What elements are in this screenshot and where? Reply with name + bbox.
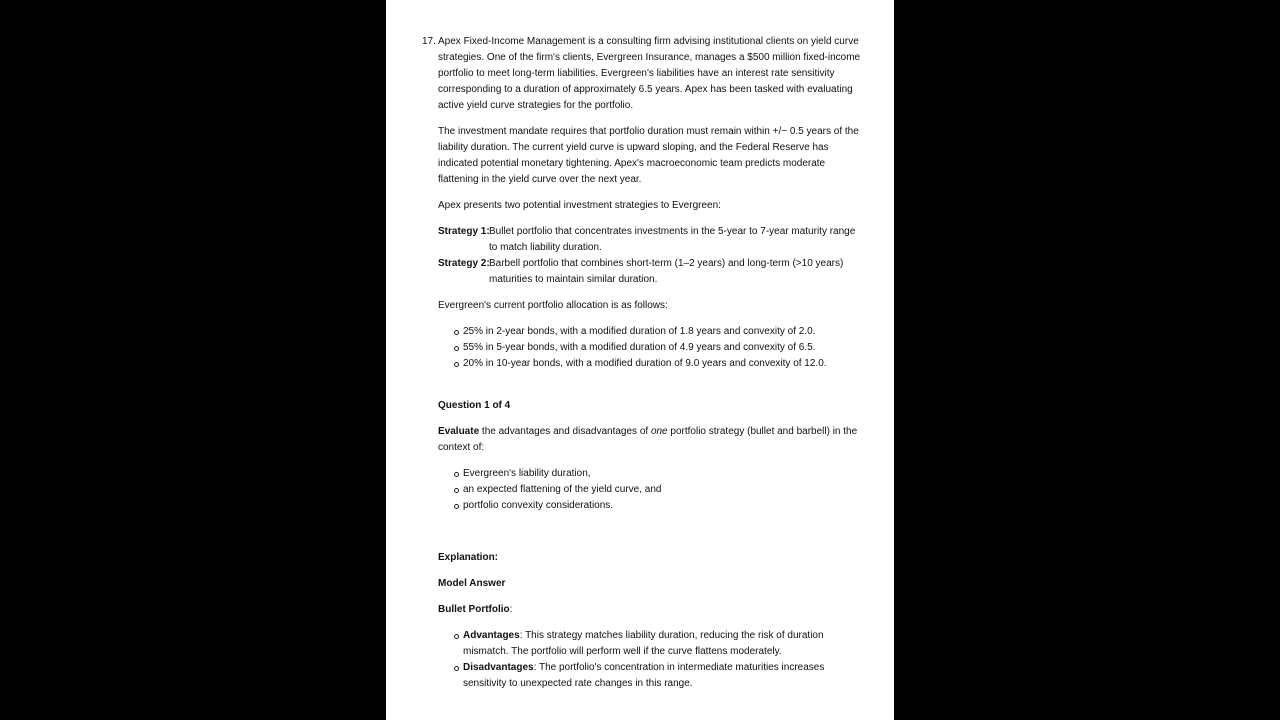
answer-label: Disadvantages bbox=[463, 662, 534, 673]
question-prompt bbox=[438, 424, 862, 456]
answer-label: Advantages bbox=[463, 630, 520, 641]
list-item bbox=[463, 466, 862, 482]
strategy-2 bbox=[438, 256, 862, 288]
intro-text: Apex Fixed-Income Management is a consulting firm advising institutional clients on yield curve strategies. One of the firm's clients, Evergreen Insurance, manages a $500 million fixed-income portfolio to meet long-term liabilities. Evergreen's liabilities have an interest rate sensitivity corresponding to a duration of approximately 6.5 years. Apex has been tasked with evaluating active yield curve strategies for the portfolio. bbox=[438, 36, 861, 111]
bullet-portfolio-label: Bullet Portfolio bbox=[438, 604, 510, 615]
answer-text: : The portfolio's concentration in intermediate maturities increases sensitivity to unexpected rate changes in this range. bbox=[463, 662, 825, 689]
strategy-label: Strategy 1: bbox=[438, 226, 490, 237]
list-item bbox=[463, 324, 862, 340]
list-item bbox=[463, 498, 862, 514]
question-header: Question 1 of 4 bbox=[438, 400, 511, 411]
strategy-label: Strategy 2: bbox=[438, 258, 490, 269]
prompt-text-end: portfolio strategy (bullet and barbell) in the context of: bbox=[438, 426, 858, 453]
allocation-list bbox=[438, 324, 862, 372]
question-intro-paragraph bbox=[422, 34, 862, 114]
circle-bullet-icon bbox=[454, 504, 459, 509]
allocation-text: 20% in 10-year bonds, with a modified duration of 9.0 years and convexity of 12.0. bbox=[463, 358, 827, 369]
circle-bullet-icon bbox=[454, 634, 459, 639]
allocation-text: 25% in 2-year bonds, with a modified duration of 1.8 years and convexity of 2.0. bbox=[463, 326, 816, 337]
prompt-item-text: Evergreen's liability duration, bbox=[463, 468, 591, 479]
strategies-intro: Apex presents two potential investment strategies to Evergreen: bbox=[438, 200, 721, 211]
circle-bullet-icon bbox=[454, 346, 459, 351]
colon: : bbox=[509, 604, 513, 615]
strategies-list bbox=[438, 224, 862, 288]
strategy-text: Bullet portfolio that concentrates investments in the 5-year to 7-year maturity range to match liability duration. bbox=[489, 226, 856, 253]
document-page bbox=[386, 0, 894, 720]
strategy-1 bbox=[438, 224, 862, 256]
explanation-label: Explanation: bbox=[438, 552, 499, 563]
model-answer-label: Model Answer bbox=[438, 578, 506, 589]
bullet-portfolio-heading bbox=[438, 602, 862, 618]
prompt-list bbox=[438, 466, 862, 514]
document-content bbox=[422, 34, 862, 692]
allocation-intro: Evergreen's current portfolio allocation is as follows: bbox=[438, 300, 668, 311]
question-number: 17. bbox=[422, 36, 436, 47]
prompt-item-text: portfolio convexity considerations. bbox=[463, 500, 614, 511]
prompt-lead: Evaluate bbox=[438, 426, 480, 437]
list-item bbox=[463, 340, 862, 356]
prompt-text: the advantages and disadvantages of bbox=[479, 426, 651, 437]
list-item bbox=[463, 356, 862, 372]
circle-bullet-icon bbox=[454, 362, 459, 367]
circle-bullet-icon bbox=[454, 472, 459, 477]
answer-text: : This strategy matches liability duration, reducing the risk of duration mismatch. The portfolio will perform well if the curve flattens moderately. bbox=[463, 630, 824, 657]
circle-bullet-icon bbox=[454, 330, 459, 335]
prompt-italic: one bbox=[650, 426, 668, 437]
mandate-paragraph: The investment mandate requires that portfolio duration must remain within +/− 0.5 years of the liability duration. The current yield curve is upward sloping, and the Federal Reserve has indicated potential monetary tightening. Apex's macroeconomic team predicts moderate flattening in the yield curve over the next year. bbox=[438, 126, 859, 185]
list-item bbox=[463, 660, 862, 692]
circle-bullet-icon bbox=[454, 488, 459, 493]
circle-bullet-icon bbox=[454, 666, 459, 671]
prompt-item-text: an expected flattening of the yield curve, and bbox=[463, 484, 662, 495]
list-item bbox=[463, 482, 862, 498]
allocation-text: 55% in 5-year bonds, with a modified duration of 4.9 years and convexity of 6.5. bbox=[463, 342, 816, 353]
answer-list bbox=[438, 628, 862, 692]
strategy-text: Barbell portfolio that combines short-term (1–2 years) and long-term (>10 years) maturities to maintain similar duration. bbox=[489, 258, 844, 285]
list-item bbox=[463, 628, 862, 660]
